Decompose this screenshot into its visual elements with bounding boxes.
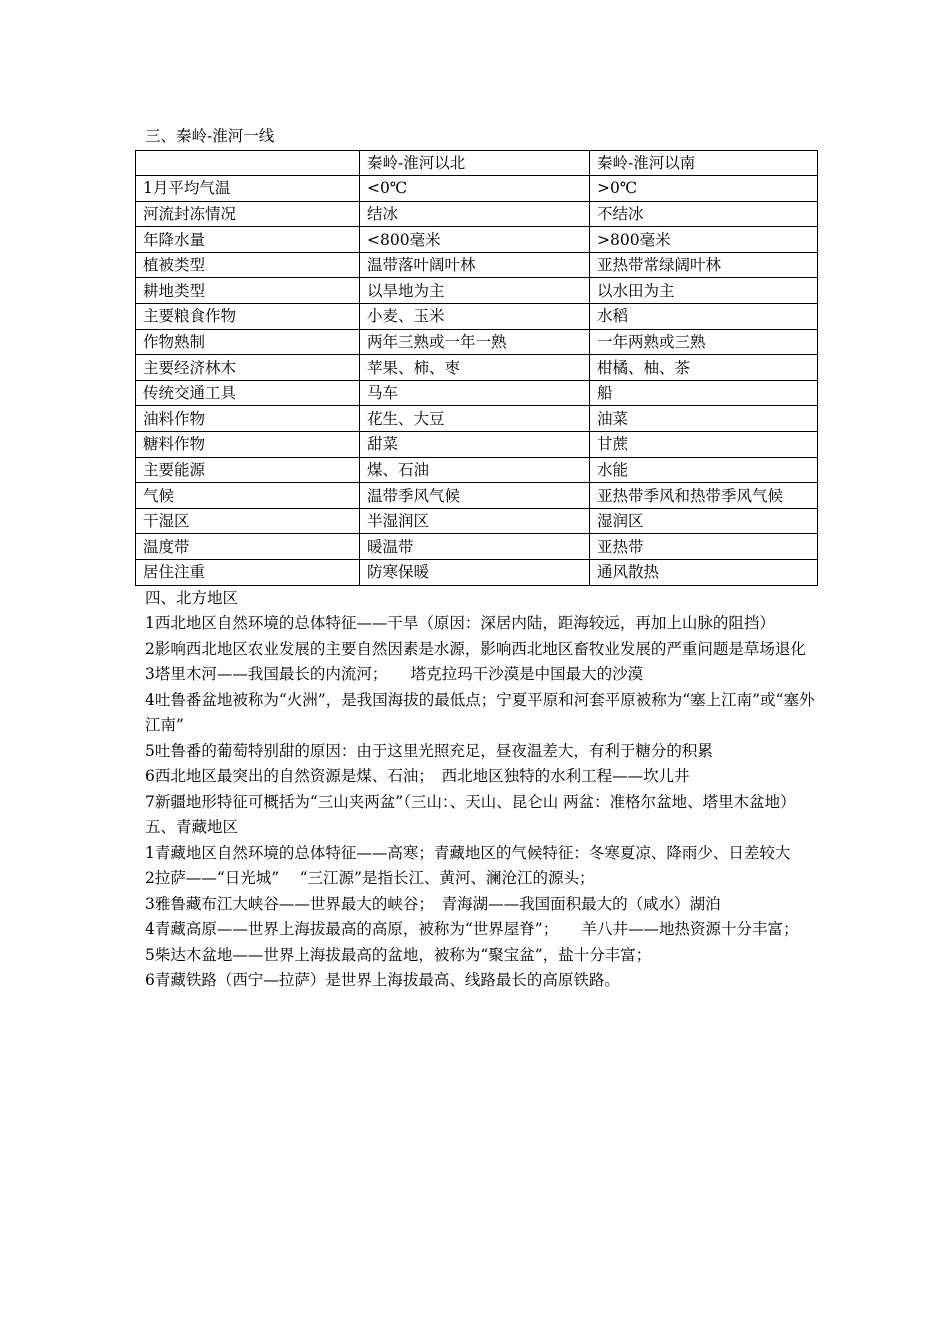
table-row (136, 432, 818, 458)
table-header-cell: 秦岭-淮河以北 (360, 150, 590, 176)
table-cell: 煤、石油 (360, 457, 590, 483)
table-cell: >0℃ (590, 176, 818, 202)
table-header-cell: 秦岭-淮河以南 (590, 150, 818, 176)
list-item: 2拉萨——“日光城” “三江源”是指长江、黄河、澜沧江的源头； (145, 869, 595, 888)
table-cell: 1月平均气温 (136, 176, 360, 202)
table-cell: <0℃ (360, 176, 590, 202)
table-cell: 苹果、柿、枣 (360, 355, 590, 381)
table-body (136, 150, 818, 585)
table-cell: 居住注重 (136, 560, 360, 586)
table-cell: 油菜 (590, 406, 818, 432)
table-row (136, 560, 818, 586)
table-cell: 耕地类型 (136, 278, 360, 304)
table-cell: 暖温带 (360, 534, 590, 560)
table-cell: 主要粮食作物 (136, 304, 360, 330)
section4-list (145, 611, 817, 815)
list-item: 5柴达木盆地——世界上海拔最高的盆地，被称为“聚宝盆”，盐十分丰富； (145, 945, 652, 964)
table-cell: 结冰 (360, 201, 590, 227)
table-row (136, 201, 818, 227)
table-cell: 花生、大豆 (360, 406, 590, 432)
list-item: 6西北地区最突出的自然资源是煤、石油； 西北地区独特的水利工程——坎儿井 (145, 767, 690, 786)
table-row (136, 252, 818, 278)
table-cell: 干湿区 (136, 508, 360, 534)
table-cell: 小麦、玉米 (360, 304, 590, 330)
list-item: 5吐鲁番的葡萄特别甜的原因：由于这里光照充足，昼夜温差大，有利于糖分的积累 (145, 741, 713, 760)
table-cell: 湿润区 (590, 508, 818, 534)
list-item: 4吐鲁番盆地被称为“火洲”，是我国海拔的最低点；宁夏平原和河套平原被称为“塞上江南”或“塞外江南” (145, 690, 815, 735)
document-page (145, 124, 817, 994)
table-header-cell (136, 150, 360, 176)
table-cell: 甘蔗 (590, 432, 818, 458)
table-cell: 亚热带 (590, 534, 818, 560)
table-cell: 年降水量 (136, 227, 360, 253)
list-item: 1青藏地区自然环境的总体特征——高寒；青藏地区的气候特征：冬寒夏凉、降雨少、日差较大 (145, 843, 791, 862)
table-cell: 温带落叶阔叶林 (360, 252, 590, 278)
table-cell: 亚热带常绿阔叶林 (590, 252, 818, 278)
table-cell: <800毫米 (360, 227, 590, 253)
table-cell: 两年三熟或一年一熟 (360, 329, 590, 355)
table-row (136, 534, 818, 560)
table-row (136, 380, 818, 406)
section3-title: 三、秦岭-淮河一线 (145, 127, 275, 145)
table-row (136, 406, 818, 432)
table-cell: 温度带 (136, 534, 360, 560)
table-row (136, 355, 818, 381)
table-cell: 柑橘、柚、茶 (590, 355, 818, 381)
table-cell: 河流封冻情况 (136, 201, 360, 227)
table-cell: 水能 (590, 457, 818, 483)
list-item: 4青藏高原——世界上海拔最高的高原，被称为“世界屋脊”； 羊八井——地热资源十分丰富； (145, 920, 799, 939)
table-cell: 半湿润区 (360, 508, 590, 534)
table-cell: 通风散热 (590, 560, 818, 586)
list-item: 1西北地区自然环境的总体特征——干旱（原因：深居内陆，距海较远，再加上山脉的阻挡） (145, 614, 775, 633)
list-item: 3塔里木河——我国最长的内流河； 塔克拉玛干沙漠是中国最大的沙漠 (145, 665, 644, 684)
section5-title: 五、青藏地区 (145, 818, 239, 837)
section4-title: 四、北方地区 (145, 588, 239, 607)
list-item: 3雅鲁藏布江大峡谷——世界最大的峡谷； 青海湖——我国面积最大的（咸水）湖泊 (145, 894, 721, 913)
list-item: 6青藏铁路（西宁—拉萨）是世界上海拔最高、线路最长的高原铁路。 (145, 971, 620, 990)
table-row (136, 227, 818, 253)
table-cell: 不结冰 (590, 201, 818, 227)
table-cell: 水稻 (590, 304, 818, 330)
table-cell: 植被类型 (136, 252, 360, 278)
table-cell: 防寒保暖 (360, 560, 590, 586)
table-row (136, 483, 818, 509)
table-cell: 亚热带季风和热带季风气候 (590, 483, 818, 509)
table-row (136, 176, 818, 202)
table-cell: 糖料作物 (136, 432, 360, 458)
list-item: 2影响西北地区农业发展的主要自然因素是水源，影响西北地区畜牧业发展的严重问题是草场退化 (145, 639, 806, 658)
table-cell: 甜菜 (360, 432, 590, 458)
qinling-huaihe-table (135, 150, 818, 586)
table-cell: 一年两熟或三熟 (590, 329, 818, 355)
table-cell: 温带季风气候 (360, 483, 590, 509)
section5-list (145, 841, 817, 994)
table-row (136, 508, 818, 534)
table-cell: 主要能源 (136, 457, 360, 483)
table-cell: 油料作物 (136, 406, 360, 432)
table-cell: 以旱地为主 (360, 278, 590, 304)
table-header-row (136, 150, 818, 176)
table-row (136, 329, 818, 355)
table-cell: 主要经济林木 (136, 355, 360, 381)
table-row (136, 304, 818, 330)
table-row (136, 457, 818, 483)
table-row (136, 278, 818, 304)
list-item: 7新疆地形特征可概括为“三山夹两盆”（三山：、天山、昆仑山 两盆：准格尔盆地、塔里木盆地） (145, 792, 796, 811)
table-cell: 传统交通工具 (136, 380, 360, 406)
table-cell: 以水田为主 (590, 278, 818, 304)
table-cell: >800毫米 (590, 227, 818, 253)
table-cell: 作物熟制 (136, 329, 360, 355)
table-cell: 气候 (136, 483, 360, 509)
table-cell: 马车 (360, 380, 590, 406)
table-cell: 船 (590, 380, 818, 406)
